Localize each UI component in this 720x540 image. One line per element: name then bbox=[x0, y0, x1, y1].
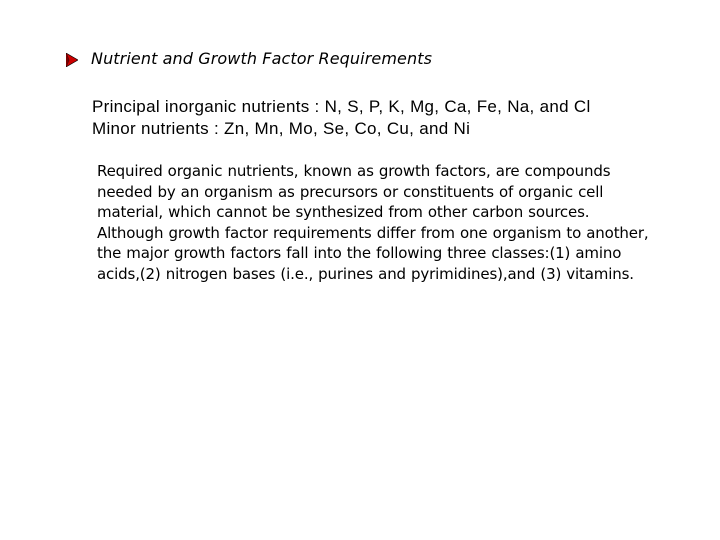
paragraph-line: Required organic nutrients, known as growth factors, are compounds bbox=[97, 162, 611, 180]
minor-nutrients-line: Minor nutrients : Zn, Mn, Mo, Se, Co, Cu, and Ni bbox=[92, 119, 471, 138]
principal-nutrients-line: Principal inorganic nutrients : N, S, P, K, Mg, Ca, Fe, Na, and Cl bbox=[92, 97, 591, 116]
paragraph-line: acids,(2) nitrogen bases (i.e., purines and pyrimidines),and (3) vitamins. bbox=[97, 264, 634, 283]
paragraph-line: the major growth factors fall into the following three classes:(1) amino bbox=[97, 244, 622, 263]
section-title: Nutrient and Growth Factor Requirements bbox=[91, 49, 433, 68]
paragraph-line: material, which cannot be synthesized from other carbon sources. bbox=[97, 203, 590, 222]
arrow-bullet-icon bbox=[66, 52, 78, 66]
growth-factors-paragraph bbox=[97, 161, 667, 285]
section-heading bbox=[66, 49, 432, 68]
paragraph-line: Although growth factor requirements differ from one organism to another, bbox=[97, 223, 649, 242]
nutrients-list bbox=[92, 96, 591, 140]
paragraph-line: needed by an organism as precursors or constituents of organic cell bbox=[97, 182, 604, 201]
